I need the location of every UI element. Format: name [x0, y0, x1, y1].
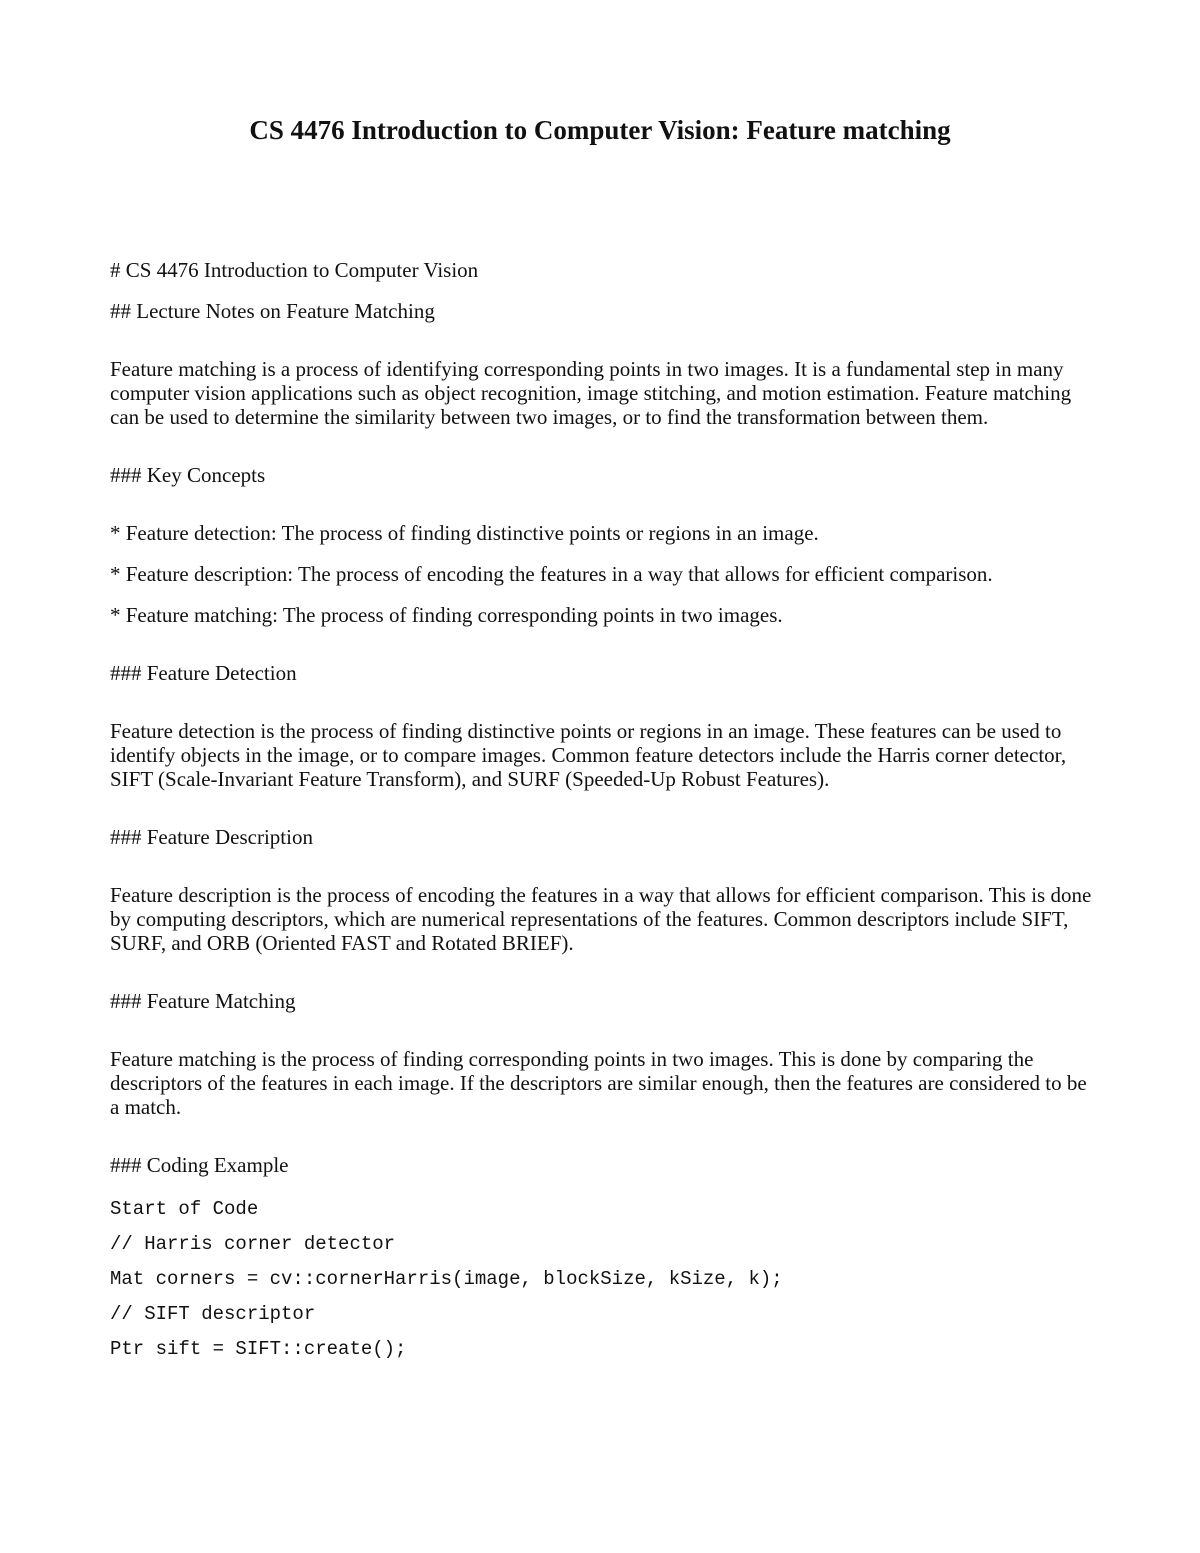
bullet-feature-description: * Feature description: The process of encoding the features in a way that allows for efficient comparison. [110, 562, 993, 586]
code-block [110, 1197, 1095, 1361]
code-line: // SIFT descriptor [110, 1303, 316, 1325]
code-line: Mat corners = cv::cornerHarris(image, blockSize, kSize, k); [110, 1268, 783, 1290]
code-line: Start of Code [110, 1198, 259, 1220]
heading-feature-matching: ### Feature Matching [110, 989, 296, 1013]
heading-coding-example: ### Coding Example [110, 1153, 289, 1177]
feature-detection-paragraph: Feature detection is the process of finding distinctive points or regions in an image. These features can be used to identify objects in the image, or to compare images. Common feature detectors include the Harris corner detector, SIFT (Scale-Invariant Feature Transform), and SURF (Speeded-Up Robust Features). [110, 719, 1067, 791]
heading-key-concepts: ### Key Concepts [110, 463, 266, 487]
bullet-feature-detection: * Feature detection: The process of finding distinctive points or regions in an image. [110, 521, 819, 545]
intro-paragraph: Feature matching is a process of identifying corresponding points in two images. It is a fundamental step in many computer vision applications such as object recognition, image stitching, and motion estimation. Feature matching can be used to determine the similarity between two images, or to find the transformation between them. [110, 357, 1072, 429]
heading-feature-detection: ### Feature Detection [110, 661, 297, 685]
code-line: Ptr sift = SIFT::create(); [110, 1338, 407, 1360]
feature-description-paragraph: Feature description is the process of encoding the features in a way that allows for efficient comparison. This is done by computing descriptors, which are numerical representations of the features. Common descriptors include SIFT, SURF, and ORB (Oriented FAST and Rotated BRIEF). [110, 883, 1092, 955]
feature-matching-paragraph: Feature matching is the process of finding corresponding points in two images. This is done by comparing the descriptors of the features in each image. If the descriptors are similar enough, then the features are considered to be a match. [110, 1047, 1087, 1119]
document-body [110, 258, 1095, 1372]
heading-feature-description: ### Feature Description [110, 825, 313, 849]
heading-course: # CS 4476 Introduction to Computer Vision [110, 258, 479, 282]
heading-lecture-notes: ## Lecture Notes on Feature Matching [110, 299, 435, 323]
bullet-feature-matching: * Feature matching: The process of finding corresponding points in two images. [110, 603, 783, 627]
document-title: CS 4476 Introduction to Computer Vision: Feature matching [249, 115, 951, 145]
code-line: // Harris corner detector [110, 1233, 396, 1255]
